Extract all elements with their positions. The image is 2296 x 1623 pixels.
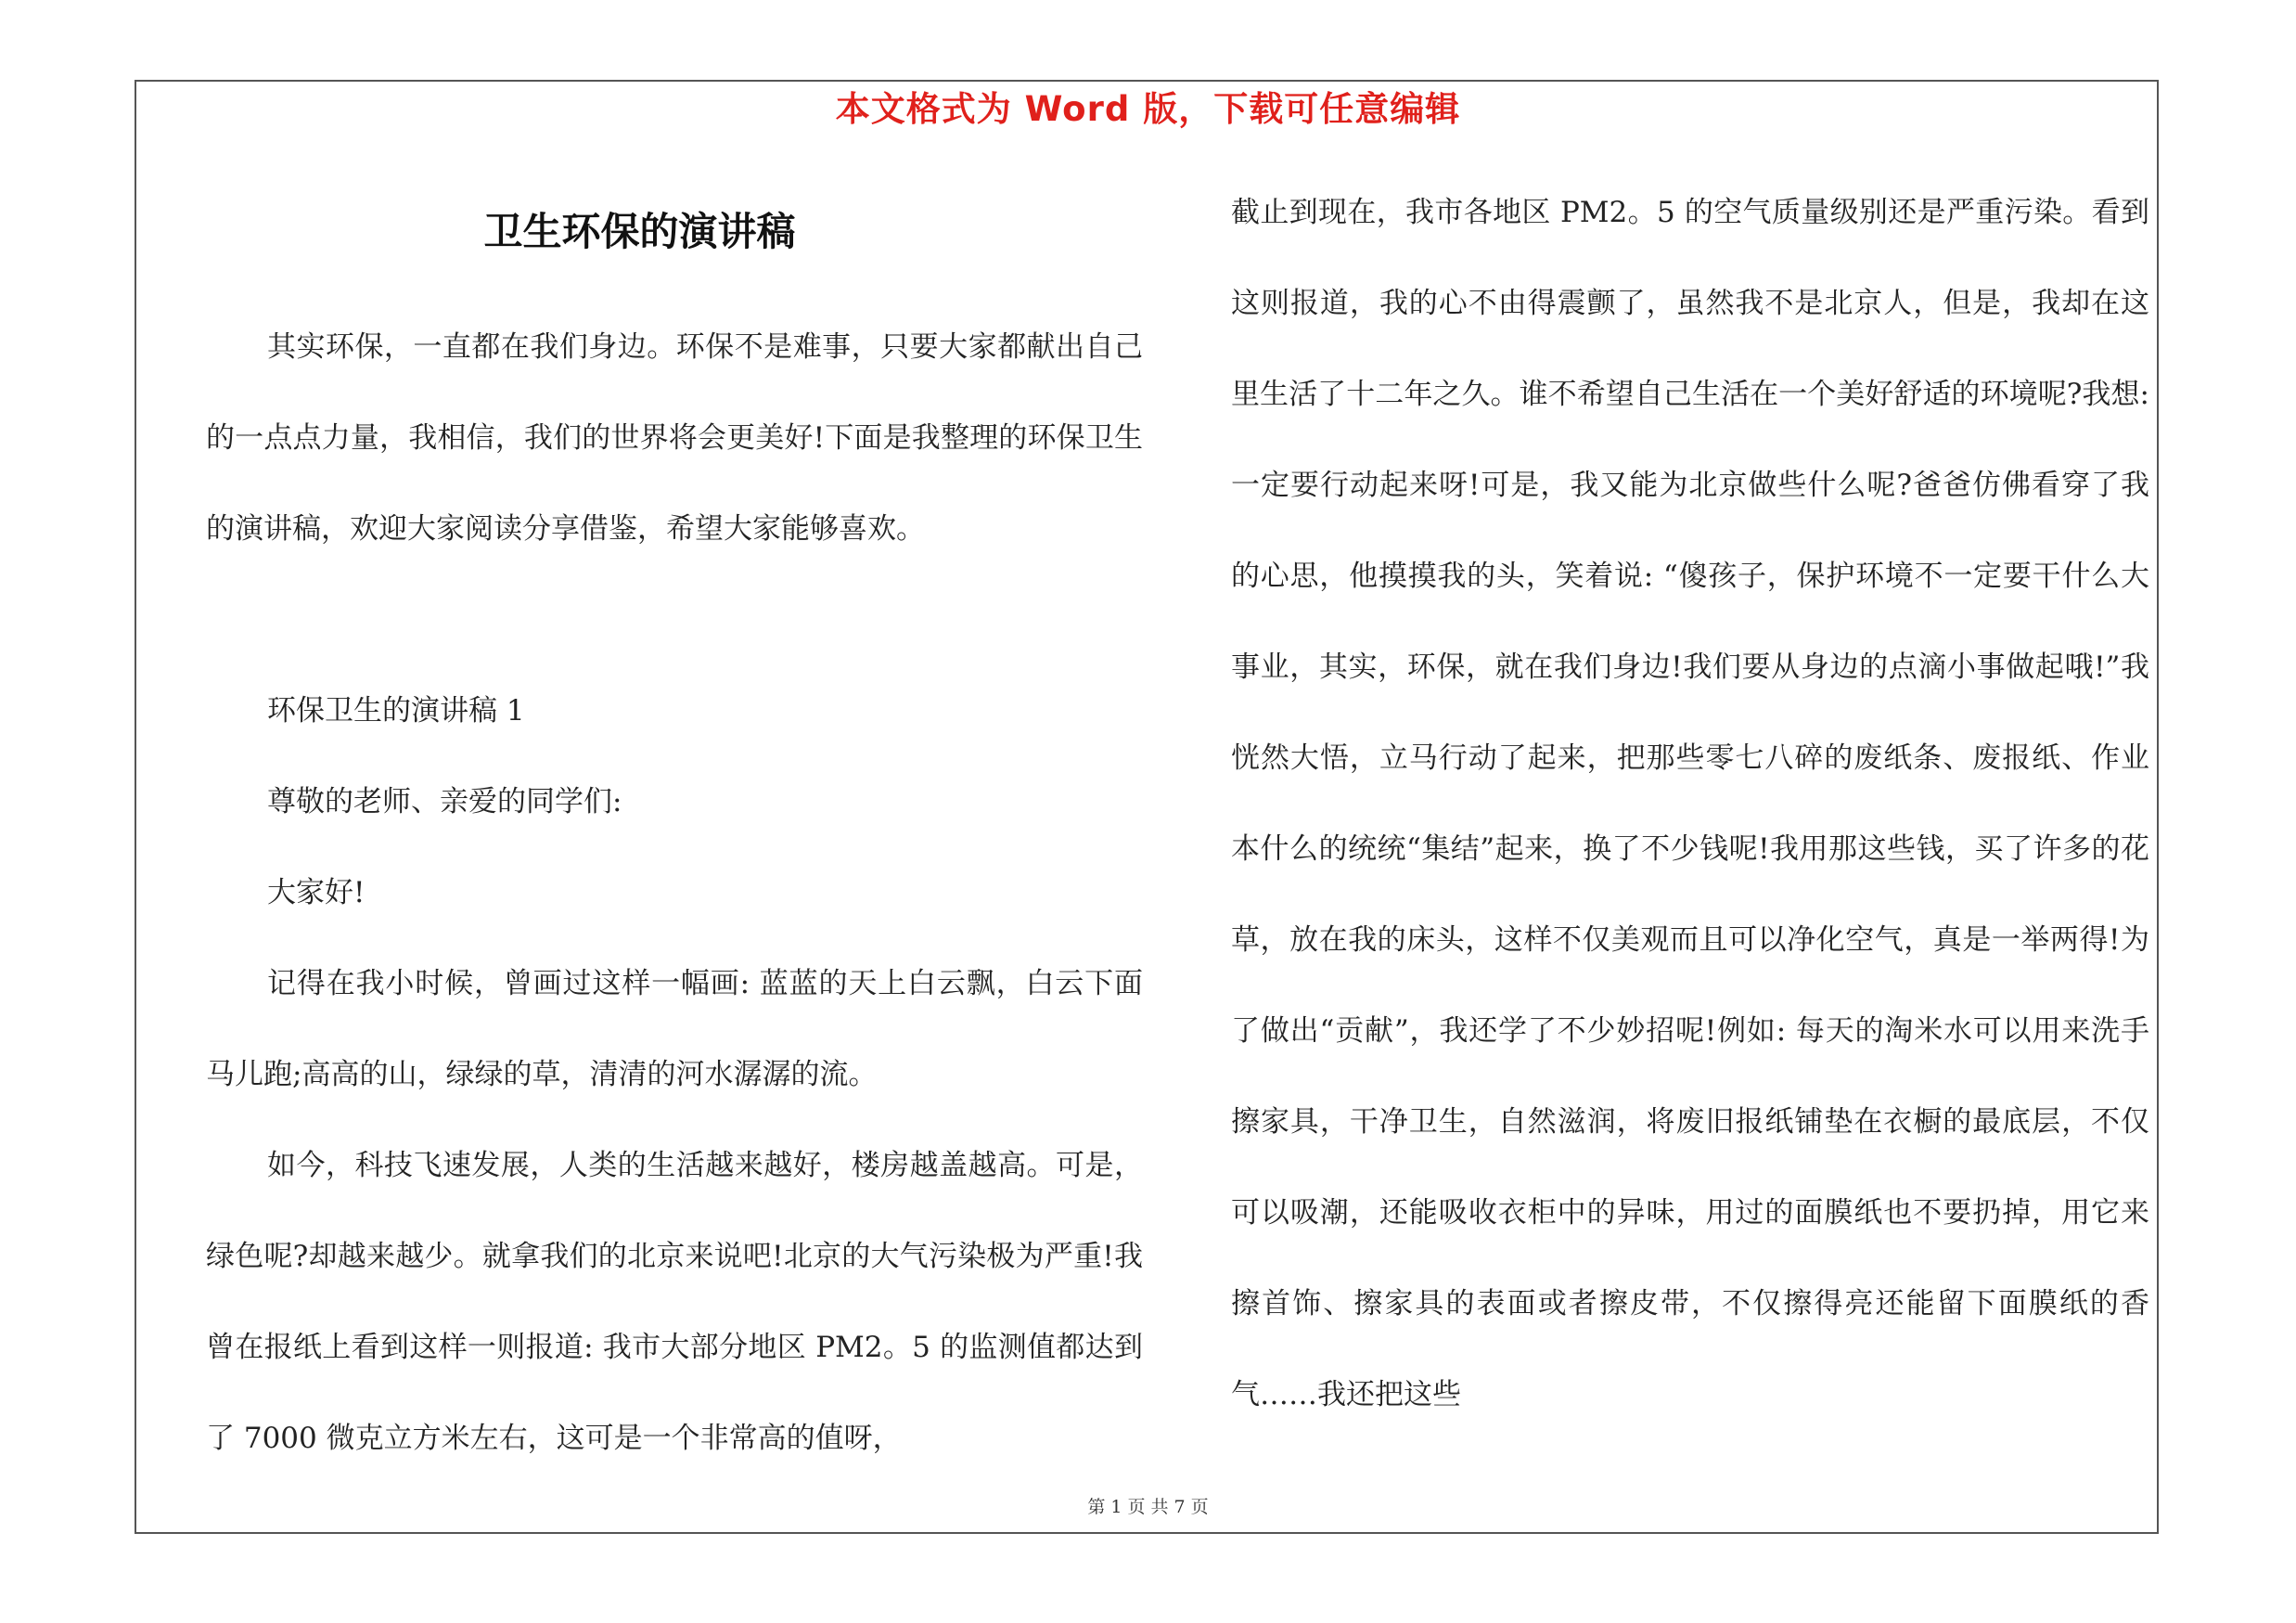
- body-paragraph-1: 记得在我小时候，曾画过这样一幅画: 蓝蓝的天上白云飘，白云下面马儿跑;高高的山，绿绿的草，清清的河水潺潺的流。: [206, 967, 1143, 1091]
- format-notice: 本文格式为 Word 版，下载可任意编辑: [835, 89, 1461, 129]
- section-heading: 环保卫生的演讲稿 1: [267, 694, 525, 728]
- salutation: 尊敬的老师、亲爱的同学们:: [267, 785, 622, 818]
- document-title: 卫生环保的演讲稿: [483, 209, 796, 254]
- greeting: 大家好!: [267, 876, 366, 909]
- right-column-paragraph: 截止到现在，我市各地区 PM2。5 的空气质量级别还是严重污染。看到这则报道，我的心不由得震颤了，虽然我不是北京人，但是，我却在这里生活了十二年之久。谁不希望自己生活在一个美好舒适的环境呢?我想: 一定要行动起来呀!可是，我又能为北京做些什么呢?爸爸仿佛看穿了我的心思，他摸摸我的头，笑着说: “傻孩子，保护环境不一定要干什么大事业，其实，环保，就在我们身边!我们要从身边的点滴小事做起哦!”我恍然大悟，立马行动了起来，把那些零七八碎的废纸条、废报纸、作业本什么的统统“集结”起来，换了不少钱呢!我用那这些钱，买了许多的花草，放在我的床头，这样不仅美观而且可以净化空气，真是一举两得!为了做出“贡献”，我还学了不少妙招呢!例如: 每天的淘米水可以用来洗手擦家具，干净卫生，自然滋润，将废旧报纸铺垫在衣橱的最底层，不仅可以吸潮，还能吸收衣柜中的异味，用过的面膜纸也不要扔掉，用它来擦首饰、擦家具的表面或者擦皮带，不仅擦得亮还能留下面膜纸的香气……我还把这些: [1231, 196, 2149, 1411]
- body-paragraph-2: 如今，科技飞速发展，人类的生活越来越好，楼房越盖越高。可是，绿色呢?却越来越少。就拿我们的北京来说吧!北京的大气污染极为严重!我曾在报纸上看到这样一则报道: 我市大部分地区 PM2。5 的监测值都达到了 7000 微克立方米左右，这可是一个非常高的值呀，: [206, 1149, 1143, 1455]
- page-number: 第 1 页 共 7 页: [1087, 1497, 1209, 1517]
- intro-paragraph: 其实环保，一直都在我们身边。环保不是难事，只要大家都献出自己的一点点力量，我相信，我们的世界将会更美好!下面是我整理的环保卫生的演讲稿，欢迎大家阅读分享借鉴，希望大家能够喜欢。: [206, 330, 1143, 546]
